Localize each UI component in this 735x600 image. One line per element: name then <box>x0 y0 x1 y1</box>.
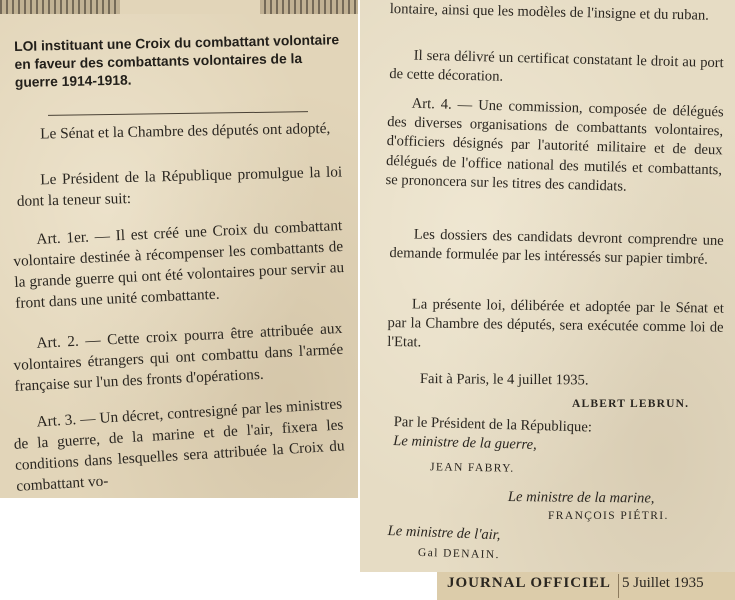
article-2: Art. 2. — Cette croix pourra être attribuée aux volontaires étrangers qui ont combattu dans l'armée française sur l'un des fronts d'opérations. <box>13 319 344 395</box>
minister-war-label: Le ministre de la guerre, <box>392 433 538 454</box>
enactment-paragraph: La présente loi, délibérée et adoptée par le Sénat et par la Chambre des députés, sera exécutée comme loi de l'Etat. <box>387 296 724 351</box>
article-3-continued: lontaire, ainsi que les modèles de l'insigne et du ruban. <box>389 0 710 24</box>
preamble-president: Le Président de la République promulgue la loi dont la teneur suit: <box>16 163 343 210</box>
preamble-senate: Le Sénat et la Chambre des députés ont adopté, <box>40 119 331 143</box>
minister-navy-name: FRANÇOIS PIÉTRI. <box>548 510 669 522</box>
minister-air-label: Le ministre de l'air, <box>387 522 501 544</box>
publication-name: JOURNAL OFFICIEL <box>447 575 611 591</box>
source-strip <box>437 572 735 600</box>
publication-date: 5 Juillet 1935 <box>622 575 704 591</box>
law-title: LOI instituant une Croix du combattant volontaire en faveur des combattants volontaires de la guerre 1914-1918. <box>14 32 340 90</box>
article-3: Art. 3. — Un décret, contresigné par les ministres de la guerre, de la marine et de l'air, fixera les conditions dans lesquelles sera attribuée la Croix du combattant vo- <box>13 395 346 495</box>
place-date: Fait à Paris, le 4 juillet 1935. <box>419 370 589 389</box>
countersign-block <box>393 413 694 460</box>
article-4: Art. 4. — Une commission, composée de délégués des diverses organisations de combattants volontaires, d'officiers désignés par l'autorité militaire et de deux délégués de l'office national des mutilés et combattants, se prononcera sur les titres des candidats. <box>385 95 724 195</box>
right-clipping <box>360 0 735 572</box>
certificate-paragraph: Il sera délivré un certificat constatant le droit au port de cette décoration. <box>389 47 724 85</box>
left-clipping <box>0 0 358 498</box>
article-1: Art. 1er. — Il est créé une Croix du combattant volontaire destinée à récompenser les combattants de la grande guerre qui ont été volontaires pour servir au front dans une unité combattante. <box>13 217 345 312</box>
source-separator <box>618 574 619 598</box>
countersign-intro: Par le Président de la République: <box>393 413 593 436</box>
candidate-files-paragraph: Les dossiers des candidats devront comprendre une demande formulée par les intéressés sur papier timbré. <box>389 226 724 268</box>
minister-navy-label: Le ministre de la marine, <box>507 488 655 507</box>
minister-air-name: Gal DENAIN. <box>417 546 500 562</box>
top-ornament-rule <box>0 0 358 14</box>
title-divider <box>48 111 308 116</box>
minister-war-name: JEAN FABRY. <box>429 461 515 475</box>
president-signature: ALBERT LEBRUN. <box>572 398 690 410</box>
